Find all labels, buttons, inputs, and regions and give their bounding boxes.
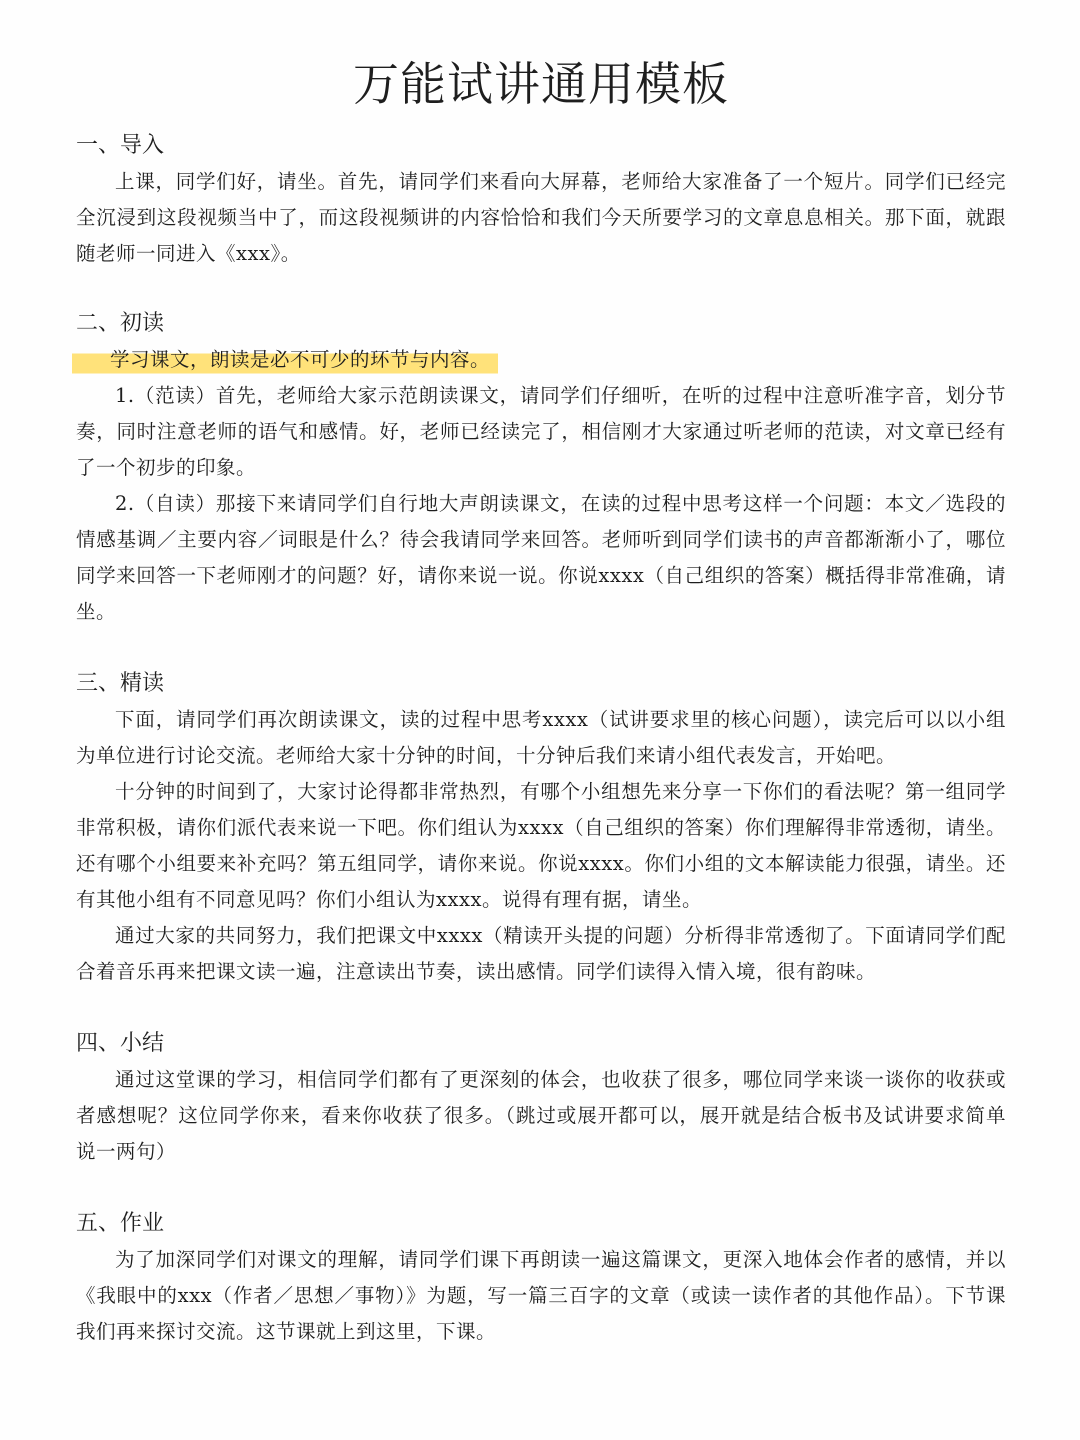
first-read-paragraph-2: 2.（自读）那接下来请同学们自行地大声朗读课文，在读的过程中思考这样一个问题：本文／选段的情感基调／主要内容／词眼是什么？待会我请同学来回答。老师听到同学们读书的声音都渐渐小了，哪位同学来回答一下老师刚才的问题？好，请你来说一说。你说xxxx（自己组织的答案）概括得非常准确，请坐。	[76, 492, 1006, 623]
section-close-read	[76, 666, 1006, 990]
summary-paragraph: 通过这堂课的学习，相信同学们都有了更深刻的体会，也收获了很多，哪位同学来谈一谈你的收获或者感想呢？这位同学你来，看来你收获了很多。（跳过或展开都可以，展开就是结合板书及试讲要求简单说一两句）	[76, 1068, 1006, 1163]
section-heading-close-read: 三、精读	[76, 671, 165, 696]
section-heading-homework: 五、作业	[76, 1211, 165, 1236]
first-read-paragraph-1: 1.（范读）首先，老师给大家示范朗读课文，请同学们仔细听，在听的过程中注意听准字音，划分节奏，同时注意老师的语气和感情。好，老师已经读完了，相信刚才大家通过听老师的范读，对文章已经有了一个初步的印象。	[76, 384, 1006, 479]
document-page	[76, 52, 1006, 1350]
homework-paragraph: 为了加深同学们对课文的理解，请同学们课下再朗读一遍这篇课文，更深入地体会作者的感情，并以《我眼中的xxx（作者／思想／事物）》为题，写一篇三百字的文章（或读一读作者的其他作品）。下节课我们再来探讨交流。这节课就上到这里，下课。	[76, 1248, 1006, 1343]
section-homework	[76, 1206, 1006, 1350]
close-read-paragraph-1: 下面，请同学们再次朗读课文，读的过程中思考xxxx（试讲要求里的核心问题），读完后可以以小组为单位进行讨论交流。老师给大家十分钟的时间，十分钟后我们来请小组代表发言，开始吧。	[76, 708, 1006, 767]
highlighted-sentence: 学习课文，朗读是必不可少的环节与内容。	[72, 344, 498, 376]
section-summary	[76, 1026, 1006, 1170]
intro-paragraph: 上课，同学们好，请坐。首先，请同学们来看向大屏幕，老师给大家准备了一个短片。同学们已经完全沉浸到这段视频当中了，而这段视频讲的内容恰恰和我们今天所要学习的文章息息相关。那下面，就跟随老师一同进入《xxx》。	[76, 170, 1006, 265]
close-read-paragraph-3: 通过大家的共同努力，我们把课文中xxxx（精读开头提的问题）分析得非常透彻了。下面请同学们配合着音乐再来把课文读一遍，注意读出节奏，读出感情。同学们读得入情入境，很有韵味。	[76, 924, 1006, 983]
section-heading-intro: 一、导入	[76, 133, 165, 158]
close-read-paragraph-2: 十分钟的时间到了，大家讨论得都非常热烈，有哪个小组想先来分享一下你们的看法呢？第一组同学非常积极，请你们派代表来说一下吧。你们组认为xxxx（自己组织的答案）你们理解得非常透彻，请坐。还有哪个小组要来补充吗？第五组同学，请你来说。你说xxxx。你们小组的文本解读能力很强，请坐。还有其他小组有不同意见吗？你们小组认为xxxx。说得有理有据，请坐。	[76, 780, 1006, 911]
section-heading-summary: 四、小结	[76, 1031, 165, 1056]
section-first-read	[76, 306, 1006, 630]
section-intro	[76, 128, 1006, 272]
section-heading-first-read: 二、初读	[76, 311, 165, 336]
page-title: 万能试讲通用模板	[353, 57, 729, 111]
